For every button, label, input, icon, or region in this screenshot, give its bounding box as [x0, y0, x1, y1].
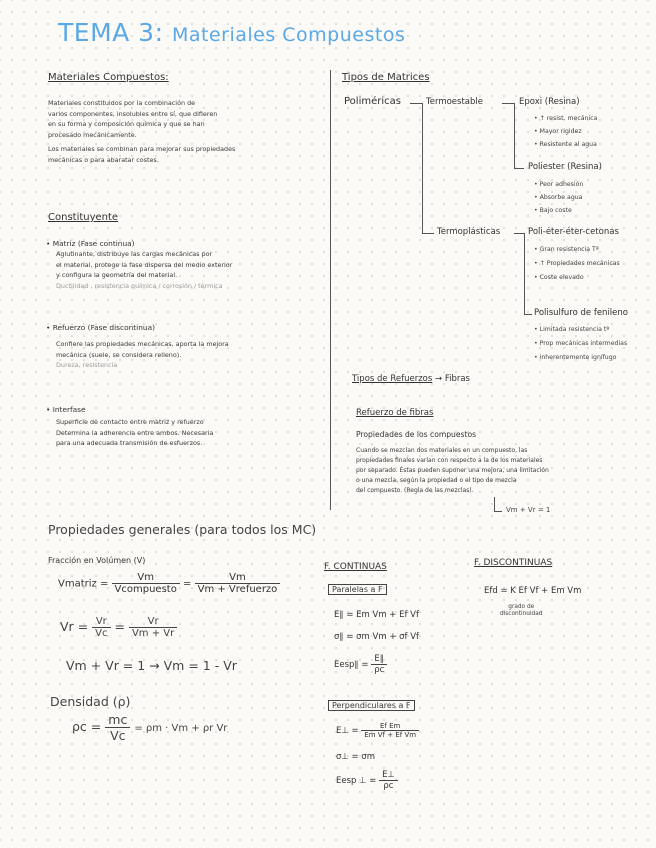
def-line: procesado mecánicamente.: [48, 130, 137, 139]
tree-line: [524, 233, 525, 315]
refuerzo-line: mecánica (suele, se considera relleno).: [56, 350, 182, 359]
pps-prop: • inherentemente ignífugo: [534, 354, 617, 361]
peek-props: [534, 243, 620, 285]
lhs: Eesp∥ =: [334, 660, 369, 670]
fraction: [361, 722, 419, 739]
numerator: Vr: [92, 616, 110, 628]
denominator: Em Vf + Ef Vm: [364, 731, 417, 739]
refuerzo-gray: Dureza, resistencia: [56, 361, 118, 369]
numerator: E∥: [371, 654, 387, 665]
poliester-prop: • Peor adhesión: [534, 181, 584, 188]
definition-block: [48, 98, 318, 165]
peek-prop: • Gran resistencia Tª: [534, 246, 599, 253]
refuerzo-fibras-heading: Refuerzo de fibras: [356, 408, 434, 418]
matriz-gray: Ductilidad , resistencia química / corrosión / térmica: [56, 281, 223, 290]
note-line: grado de: [508, 604, 535, 610]
matriz-line: el material, protege la fase dispersa del medio exterior: [56, 260, 233, 269]
fraction: [105, 712, 130, 743]
peek-prop: • ↑ Propiedades mecánicas: [534, 260, 620, 267]
fraction: [112, 572, 180, 595]
fraction: [92, 616, 110, 639]
fibras-label: Fibras: [444, 374, 470, 384]
prop-line: o una mezcla, según la propiedad o el tipo de mezcla: [356, 477, 517, 484]
lhs: E⊥ =: [336, 726, 359, 736]
tree-line: [514, 168, 524, 169]
epoxi-prop: • Mayor rigidez: [534, 128, 582, 135]
tipos-matrices-heading: Tipos de Matrices: [342, 72, 430, 83]
denominator: ρc: [383, 781, 394, 791]
def-line: varios componentes, insolubles entre sí, que difieren: [48, 109, 218, 118]
prop-line: propiedades finales varían con respecto a la de los materiales: [356, 457, 543, 464]
denominator: Vc: [110, 728, 126, 743]
pps-label: Polisulfuro de fenileno: [534, 308, 628, 318]
rule-connector: [494, 497, 495, 511]
propiedades-heading: Propiedades generales (para todos los MC): [48, 522, 317, 537]
pps-prop: • Limitada resistencia tª: [534, 326, 610, 333]
denominator: Vm + Vr: [131, 628, 175, 639]
epoxi-label: Epoxi (Resina): [519, 97, 580, 107]
sigma-perp-formula: σ⊥ = σm: [336, 752, 375, 762]
tipos-refuerzo-row: [352, 374, 470, 384]
def2-line: mecánicas o para abaratar costes.: [48, 155, 159, 164]
tree-line: [514, 103, 515, 169]
prop-line: por separado. Éstas pueden suponer una mejora, una limitación: [356, 467, 549, 474]
interfase-line: Superficie de contacto entre matriz y refuerzo: [56, 418, 204, 426]
matriz-title: • Matriz (Fase continua): [46, 239, 135, 248]
vr-symbol: Vr: [60, 619, 74, 634]
tree-line: [514, 233, 524, 234]
densidad-formula: ρc = $\frac{mc}{Vc}$ = ρm · Vm + ρr Vr: [72, 712, 228, 743]
grado-note: [500, 604, 542, 618]
fraction: [195, 572, 281, 595]
tree-line: [422, 103, 423, 233]
poliester-props: [534, 178, 583, 217]
vmatriz-symbol: Vmatriz: [58, 578, 97, 590]
refuerzo-section: [46, 322, 318, 371]
prop-compuestos-label: Propiedades de los compuestos: [356, 430, 477, 439]
matriz-line: y configura la geometría del material.: [56, 271, 178, 279]
denominator: Vm + Vrefuerzo: [197, 584, 278, 595]
perpendiculares-box: Perpendiculares a F: [328, 700, 415, 711]
refuerzo-line: Confiere las propiedades mecánicas, aporta la mejora: [56, 340, 229, 348]
numerator: mc: [105, 712, 130, 728]
paralelas-box: Paralelas a F: [328, 584, 387, 595]
denominator: ρc: [374, 665, 385, 675]
numerator: Vr: [129, 616, 177, 628]
tree-line: [524, 314, 532, 315]
denominator: Vcompuesto: [114, 584, 177, 595]
title-main: Materiales Compuestos: [171, 24, 406, 46]
refuerzo-body: [46, 339, 318, 371]
interfase-body: [46, 417, 318, 449]
rule-connector: [494, 511, 502, 512]
refuerzo-title: • Refuerzo (Fase discontinua): [46, 323, 156, 332]
poliester-prop: • Absorbe agua: [534, 194, 583, 201]
numerator: Ef Em: [361, 722, 419, 731]
continuas-heading: F. CONTINUAS: [324, 562, 387, 572]
materiales-heading: Materiales Compuestos:: [48, 72, 169, 83]
rho-rest: = ρm · Vm + ρr Vr: [134, 723, 228, 734]
numerator: E⊥: [379, 770, 398, 781]
tipos-refuerzo-label: Tipos de Refuerzos: [352, 374, 433, 384]
denominator: Vc: [95, 628, 108, 639]
sum-formula: Vm + Vr = 1 → Vm = 1 - Vr: [66, 658, 237, 673]
note-line: discontinuidad: [500, 611, 543, 617]
densidad-label: Densidad (ρ): [50, 694, 131, 709]
epoxi-props: [534, 112, 597, 151]
sigma-parallel-formula: σ∥ = σm Vm + σf Vf: [334, 632, 420, 642]
matriz-section: [46, 238, 318, 291]
interfase-line: para una adecuada transmisión de esfuerzos.: [56, 439, 203, 447]
tree-line: [422, 233, 434, 234]
fraccion-label: Fracción en Volúmen (V): [48, 556, 146, 565]
matriz-body: [46, 249, 318, 291]
pps-props: [534, 323, 627, 365]
poliester-prop: • Bajo coste: [534, 207, 572, 214]
column-divider: [330, 70, 331, 510]
arrow-right-icon: →: [435, 374, 445, 384]
prop-line: del compuesto. (Regla de las mezclas).: [356, 487, 474, 494]
termoestable-label: Termoestable: [426, 97, 483, 107]
prop-compuestos-body: [356, 446, 646, 496]
constituyente-heading: Constituyente: [48, 212, 119, 223]
rule-mezclas: Vm + Vr = 1: [506, 506, 551, 514]
e-perp-formula: [336, 722, 419, 739]
peek-prop: • Coste elevado: [534, 274, 584, 281]
def2-line: Los materiales se combinan para mejorar sus propiedades: [48, 145, 236, 153]
rho-c-symbol: ρc: [72, 719, 87, 734]
fraction: [379, 770, 398, 791]
epoxi-prop: • ↑ resist. mecánica: [534, 115, 598, 122]
vmatriz-formula: Vmatriz = $\frac{Vm}{\text{Vcompuesto}}$ = $\frac{Vm}{\text{Vm + Vrefuerzo}}$: [58, 572, 280, 595]
def-line: Materiales constituidos por la combinación de: [48, 99, 196, 107]
numerator: Vm: [195, 572, 281, 584]
esp-perp-formula: [336, 770, 398, 791]
tree-line: [410, 103, 422, 104]
vr-formula: Vr = $\frac{Vr}{Vc}$ = $\frac{Vr}{Vm + Vr}$: [60, 616, 177, 639]
interfase-section: [46, 404, 318, 449]
tree-line: [502, 103, 514, 104]
numerator: Vm: [112, 572, 180, 584]
interfase-line: Determina la adherencia entre ambos. Necesaria: [56, 428, 214, 437]
peek-label: Poli-éter-éter-cetonas: [528, 227, 619, 237]
lhs: Eesp ⊥ =: [336, 776, 377, 786]
pps-prop: • Prop mecánicas intermedias: [534, 340, 628, 347]
page-title: [58, 18, 405, 47]
esp-parallel-formula: [334, 654, 387, 675]
fraction: [129, 616, 177, 639]
prop-line: Cuando se mezclan dos materiales en un compuesto, las: [356, 447, 528, 454]
fraction: [371, 654, 387, 675]
termoplasticas-label: Termoplásticas: [437, 227, 501, 237]
discontinuas-heading: F. DISCONTINUAS: [474, 558, 553, 568]
e-parallel-formula: E∥ = Em Vm + Ef Vf: [334, 610, 419, 620]
epoxi-prop: • Resistente al agua: [534, 141, 597, 148]
interfase-title: • Interfase: [46, 405, 86, 414]
poliester-label: Poliester (Resina): [528, 162, 602, 172]
efd-formula: Efd = K Ef Vf + Em Vm: [484, 586, 582, 596]
polimericas-label: Poliméricas: [344, 96, 401, 107]
def-line: en su forma y composición química y que se han: [48, 120, 205, 128]
matriz-line: Aglutinante, distribuye las cargas mecánicas por: [56, 250, 213, 258]
title-prefix: TEMA 3:: [58, 18, 164, 47]
